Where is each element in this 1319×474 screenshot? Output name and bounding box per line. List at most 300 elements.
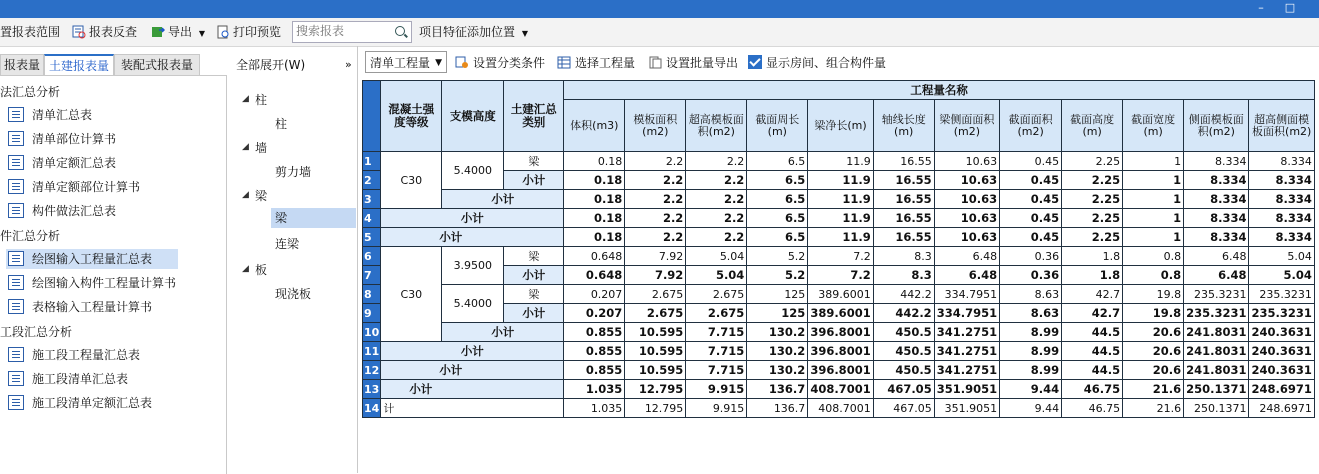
cell-quantity-value[interactable]: 11.9: [808, 190, 873, 209]
cell-quantity-value[interactable]: 1.8: [1062, 266, 1123, 285]
col-header-perimeter[interactable]: 截面周长(m): [747, 100, 808, 152]
cell-quantity-value[interactable]: 241.8031: [1184, 361, 1249, 380]
tree-leaf-selected[interactable]: 梁: [271, 208, 356, 228]
cell-quantity-value[interactable]: 10.63: [934, 171, 999, 190]
cell-quantity-value[interactable]: 2.2: [686, 228, 747, 247]
cell-quantity-value[interactable]: 351.9051: [934, 380, 999, 399]
cell-quantity-value[interactable]: 21.6: [1123, 399, 1184, 418]
cell-quantity-value[interactable]: 6.5: [747, 171, 808, 190]
cell-quantity-value[interactable]: 10.595: [625, 342, 686, 361]
cell-quantity-value[interactable]: 7.2: [808, 266, 873, 285]
title-bar: [0, 0, 1319, 18]
cell-quantity-value[interactable]: 10.63: [934, 152, 999, 171]
cell-quantity-value[interactable]: 2.2: [625, 190, 686, 209]
cell-quantity-value[interactable]: 0.18: [564, 190, 625, 209]
cell-quantity-value[interactable]: 250.1371: [1184, 380, 1249, 399]
print-preview-icon: [216, 25, 230, 39]
cell-formwork-height[interactable]: 5.4000: [442, 152, 504, 190]
cell-quantity-value[interactable]: 0.855: [564, 361, 625, 380]
cell-quantity-value[interactable]: 0.45: [1000, 171, 1062, 190]
cell-quantity-value[interactable]: 2.25: [1062, 190, 1123, 209]
cell-quantity-value[interactable]: 0.8: [1123, 266, 1184, 285]
cell-quantity-value[interactable]: 8.63: [1000, 304, 1062, 323]
cell-quantity-value[interactable]: 235.3231: [1184, 304, 1249, 323]
report-item-label: 施工段工程量汇总表: [32, 348, 141, 362]
chevron-down-icon: ▼: [521, 29, 528, 38]
cell-subtotal-label: 小计: [381, 209, 564, 228]
cell-quantity-value[interactable]: 1.035: [564, 380, 625, 399]
cell-quantity-value[interactable]: 16.55: [873, 190, 934, 209]
chevron-down-icon: ▼: [198, 29, 205, 38]
cell-quantity-value[interactable]: 19.8: [1123, 304, 1184, 323]
cell-quantity-value[interactable]: 2.675: [625, 304, 686, 323]
cell-subtotal-label: 小计: [504, 304, 564, 323]
tree-leaf[interactable]: 剪力墙: [275, 165, 312, 179]
table-row[interactable]: [363, 266, 1315, 285]
report-item-label: 清单定额汇总表: [32, 156, 117, 170]
cell-quantity-value[interactable]: 241.8031: [1184, 342, 1249, 361]
tree-node-wall[interactable]: 墙: [255, 141, 268, 155]
col-header-formwork-area[interactable]: 模板面积(m2): [625, 100, 686, 152]
cell-quantity-value[interactable]: 0.18: [564, 152, 625, 171]
cell-quantity-value[interactable]: 1.035: [564, 399, 625, 418]
cell-quantity-value[interactable]: 125: [747, 285, 808, 304]
report-item-label: 表格输入工程量计算书: [32, 300, 153, 314]
cell-quantity-value[interactable]: 42.7: [1062, 304, 1123, 323]
report-item-label: 清单定额部位计算书: [32, 180, 141, 194]
collapse-panel-icon[interactable]: »: [345, 58, 352, 71]
cell-quantity-value[interactable]: 0.36: [1000, 266, 1062, 285]
table-row[interactable]: [363, 399, 1315, 418]
cell-quantity-value[interactable]: 408.7001: [808, 380, 873, 399]
report-item-label: 绘图输入工程量汇总表: [32, 252, 153, 266]
cell-quantity-value[interactable]: 5.04: [1249, 247, 1314, 266]
search-input[interactable]: [293, 22, 388, 40]
cell-quantity-value[interactable]: 1.8: [1062, 247, 1123, 266]
set-category-button[interactable]: [455, 55, 545, 71]
cell-quantity-value[interactable]: 334.7951: [934, 285, 999, 304]
table-row[interactable]: [363, 152, 1315, 171]
select-quantity-button[interactable]: [557, 55, 635, 71]
cell-quantity-value[interactable]: 442.2: [873, 304, 934, 323]
cell-quantity-value[interactable]: 2.675: [625, 285, 686, 304]
cell-quantity-value[interactable]: 20.6: [1123, 342, 1184, 361]
cell-quantity-value[interactable]: 389.6001: [808, 285, 873, 304]
cell-category[interactable]: 梁: [504, 285, 564, 304]
cell-quantity-value[interactable]: 10.63: [934, 190, 999, 209]
col-header-section-height[interactable]: 截面高度(m): [1062, 100, 1123, 152]
batch-export-button[interactable]: [648, 55, 738, 71]
cell-quantity-value[interactable]: 334.7951: [934, 304, 999, 323]
show-rooms-checkbox[interactable]: [748, 55, 886, 71]
col-header-overheight-side-formwork[interactable]: 超高侧面模板面积(m2): [1249, 100, 1314, 152]
tab-civil-report[interactable]: 土建报表量: [44, 54, 114, 76]
set-category-label: 设置分类条件: [473, 56, 546, 70]
cell-quantity-value[interactable]: 467.05: [873, 380, 934, 399]
cell-quantity-value[interactable]: 396.8001: [808, 323, 873, 342]
cell-quantity-value[interactable]: 2.25: [1062, 152, 1123, 171]
cell-subtotal-label: 小计: [504, 171, 564, 190]
col-header-axis-length[interactable]: 轴线长度(m): [873, 100, 934, 152]
row-number: 10: [363, 323, 381, 342]
table-row[interactable]: [363, 304, 1315, 323]
cell-subtotal-label: 小计: [504, 266, 564, 285]
cell-quantity-value[interactable]: 8.99: [1000, 342, 1062, 361]
tab-report-quantity[interactable]: 报表量: [0, 54, 44, 75]
cell-quantity-value[interactable]: 21.6: [1123, 380, 1184, 399]
expand-triangle-icon[interactable]: ◢: [242, 190, 249, 200]
cell-category[interactable]: 梁: [504, 152, 564, 171]
cell-quantity-value[interactable]: 1: [1123, 228, 1184, 247]
cell-quantity-value[interactable]: 1: [1123, 209, 1184, 228]
cell-category[interactable]: 梁: [504, 247, 564, 266]
cell-quantity-value[interactable]: 7.92: [625, 266, 686, 285]
cell-quantity-value[interactable]: 442.2: [873, 285, 934, 304]
expand-all-button[interactable]: 全部展开(W): [236, 58, 306, 72]
report-tabs: [0, 54, 226, 74]
export-label: 导出: [168, 25, 193, 39]
expand-triangle-icon[interactable]: ◢: [242, 142, 249, 152]
table-row[interactable]: [363, 190, 1315, 209]
tree-leaf[interactable]: 连梁: [275, 237, 300, 251]
cell-quantity-value[interactable]: 10.595: [625, 323, 686, 342]
report-scope-label: 置报表范围: [0, 25, 61, 39]
cell-quantity-value[interactable]: 6.5: [747, 152, 808, 171]
report-item-selected[interactable]: [6, 249, 178, 269]
cell-quantity-value[interactable]: 2.25: [1062, 171, 1123, 190]
cell-quantity-value[interactable]: 11.9: [808, 228, 873, 247]
col-header-formwork-height[interactable]: 支模高度: [442, 81, 504, 152]
cell-quantity-value[interactable]: 389.6001: [808, 304, 873, 323]
cell-quantity-value[interactable]: 0.207: [564, 285, 625, 304]
cell-quantity-value[interactable]: 2.675: [686, 304, 747, 323]
report-icon: [8, 251, 24, 266]
tree-leaf[interactable]: 柱: [275, 117, 288, 131]
cell-quantity-value[interactable]: 6.5: [747, 190, 808, 209]
cell-quantity-value[interactable]: 8.3: [873, 266, 934, 285]
report-item-label: 清单汇总表: [32, 108, 93, 122]
cell-quantity-value[interactable]: 5.04: [1249, 266, 1314, 285]
cell-quantity-value[interactable]: 12.795: [625, 380, 686, 399]
cell-quantity-value[interactable]: 2.2: [625, 209, 686, 228]
cell-concrete-grade[interactable]: C30: [381, 247, 442, 342]
cell-quantity-value[interactable]: 11.9: [808, 171, 873, 190]
maximize-icon[interactable]: □: [1284, 1, 1296, 14]
row-number: 9: [363, 304, 381, 323]
row-number: 14: [363, 399, 381, 418]
cell-quantity-value[interactable]: 2.2: [686, 152, 747, 171]
cell-quantity-value[interactable]: 2.2: [686, 190, 747, 209]
cell-quantity-value[interactable]: 2.2: [686, 209, 747, 228]
cell-quantity-value[interactable]: 6.5: [747, 209, 808, 228]
report-search-box[interactable]: [292, 21, 412, 43]
cell-concrete-grade[interactable]: C30: [381, 152, 442, 209]
cell-quantity-value[interactable]: 1: [1123, 152, 1184, 171]
cell-quantity-value[interactable]: 8.334: [1249, 190, 1314, 209]
cell-quantity-value[interactable]: 2.2: [625, 152, 686, 171]
cell-quantity-value[interactable]: 1: [1123, 190, 1184, 209]
cell-quantity-value[interactable]: 235.3231: [1249, 285, 1314, 304]
cell-quantity-value[interactable]: 136.7: [747, 399, 808, 418]
checkbox-checked-icon[interactable]: [748, 55, 762, 69]
cell-quantity-value[interactable]: 341.2751: [934, 342, 999, 361]
cell-quantity-value[interactable]: 130.2: [747, 342, 808, 361]
cell-quantity-value[interactable]: 235.3231: [1249, 304, 1314, 323]
cell-quantity-value[interactable]: 8.63: [1000, 285, 1062, 304]
col-header-volume[interactable]: 体积(m3): [564, 100, 625, 152]
quantity-type-select[interactable]: [365, 51, 447, 73]
cell-quantity-value[interactable]: 2.2: [686, 171, 747, 190]
report-icon: [8, 179, 24, 194]
cell-quantity-value[interactable]: 9.915: [686, 399, 747, 418]
cell-quantity-value[interactable]: 8.334: [1249, 228, 1314, 247]
cell-quantity-value[interactable]: 0.45: [1000, 228, 1062, 247]
table-row[interactable]: [363, 209, 1315, 228]
cell-quantity-value[interactable]: 12.795: [625, 399, 686, 418]
row-number: 7: [363, 266, 381, 285]
print-preview-label: 打印预览: [233, 25, 282, 39]
table-row[interactable]: [363, 228, 1315, 247]
row-number: 13: [363, 380, 381, 399]
report-item-label: 构件做法汇总表: [32, 204, 117, 218]
row-number: 1: [363, 152, 381, 171]
cell-quantity-value[interactable]: 0.855: [564, 342, 625, 361]
cell-quantity-value[interactable]: 240.3631: [1249, 342, 1314, 361]
tree-node-beam[interactable]: 梁: [255, 189, 268, 203]
table-row[interactable]: [363, 285, 1315, 304]
cell-subtotal-label: 小计: [442, 190, 564, 209]
cell-quantity-value[interactable]: 450.5: [873, 323, 934, 342]
group-title[interactable]: 工段汇总分析: [0, 325, 73, 339]
cell-quantity-value[interactable]: 16.55: [873, 171, 934, 190]
cell-quantity-value[interactable]: 0.648: [564, 266, 625, 285]
row-number: 12: [363, 361, 381, 380]
group-title[interactable]: 法汇总分析: [0, 85, 61, 99]
cell-quantity-value[interactable]: 5.2: [747, 266, 808, 285]
cell-quantity-value[interactable]: 136.7: [747, 380, 808, 399]
export-button[interactable]: [151, 23, 205, 41]
cell-quantity-value[interactable]: 450.5: [873, 342, 934, 361]
cell-quantity-value[interactable]: 467.05: [873, 399, 934, 418]
export-icon: [151, 25, 165, 39]
col-header-category[interactable]: 土建汇总类别: [504, 81, 564, 152]
table-row[interactable]: [363, 361, 1315, 380]
cell-quantity-value[interactable]: 20.6: [1123, 361, 1184, 380]
cell-quantity-value[interactable]: 8.334: [1184, 152, 1249, 171]
report-scope-button[interactable]: [0, 23, 60, 41]
col-header-beam-net-length[interactable]: 梁净长(m): [808, 100, 873, 152]
tree-leaf[interactable]: 现浇板: [275, 287, 312, 301]
cell-quantity-value[interactable]: 6.5: [747, 228, 808, 247]
cell-quantity-value[interactable]: 240.3631: [1249, 361, 1314, 380]
table-row[interactable]: [363, 380, 1315, 399]
table-row[interactable]: [363, 323, 1315, 342]
cell-quantity-value[interactable]: 5.04: [686, 266, 747, 285]
cell-quantity-value[interactable]: 10.63: [934, 228, 999, 247]
tree-node-column[interactable]: 柱: [255, 93, 268, 107]
report-icon: [8, 203, 24, 218]
cell-quantity-value[interactable]: 9.44: [1000, 380, 1062, 399]
cell-quantity-value[interactable]: 0.36: [1000, 247, 1062, 266]
col-header-overheight-formwork[interactable]: 超高模板面积(m2): [686, 100, 747, 152]
cell-quantity-value[interactable]: 5.04: [686, 247, 747, 266]
cell-quantity-value[interactable]: 7.715: [686, 361, 747, 380]
tab-prefab-report[interactable]: 装配式报表量: [114, 54, 200, 75]
cell-quantity-value[interactable]: 130.2: [747, 323, 808, 342]
cell-quantity-value[interactable]: 8.334: [1184, 190, 1249, 209]
cell-quantity-value[interactable]: 0.45: [1000, 152, 1062, 171]
cell-quantity-value[interactable]: 1: [1123, 171, 1184, 190]
cell-quantity-value[interactable]: 16.55: [873, 152, 934, 171]
cell-quantity-value[interactable]: 11.9: [808, 152, 873, 171]
cell-quantity-value[interactable]: 5.2: [747, 247, 808, 266]
cell-quantity-value[interactable]: 2.2: [625, 228, 686, 247]
row-number: 2: [363, 171, 381, 190]
cell-quantity-value[interactable]: 9.915: [686, 380, 747, 399]
component-tree-panel: [229, 46, 358, 473]
cell-formwork-height[interactable]: 3.9500: [442, 247, 504, 285]
cell-quantity-value[interactable]: 341.2751: [934, 323, 999, 342]
cell-quantity-value[interactable]: 10.595: [625, 361, 686, 380]
expand-triangle-icon[interactable]: ◢: [242, 264, 249, 274]
cell-quantity-value[interactable]: 248.6971: [1249, 380, 1314, 399]
cell-quantity-value[interactable]: 130.2: [747, 361, 808, 380]
select-quantity-label: 选择工程量: [575, 56, 636, 70]
row-number: 8: [363, 285, 381, 304]
expand-triangle-icon[interactable]: ◢: [242, 94, 249, 104]
minimize-icon[interactable]: –: [1258, 1, 1264, 14]
cell-quantity-value[interactable]: 7.715: [686, 342, 747, 361]
cell-quantity-value[interactable]: 0.18: [564, 228, 625, 247]
report-icon: [8, 299, 24, 314]
cell-quantity-value[interactable]: 8.99: [1000, 361, 1062, 380]
cell-quantity-value[interactable]: 7.92: [625, 247, 686, 266]
cell-quantity-value[interactable]: 0.648: [564, 247, 625, 266]
cell-quantity-value[interactable]: 248.6971: [1249, 399, 1314, 418]
cell-quantity-value[interactable]: 44.5: [1062, 361, 1123, 380]
row-header-corner: [363, 81, 381, 152]
chevron-down-icon: ▼: [435, 58, 442, 68]
cell-quantity-value[interactable]: 0.855: [564, 323, 625, 342]
row-number: 11: [363, 342, 381, 361]
cell-quantity-value[interactable]: 240.3631: [1249, 323, 1314, 342]
cell-quantity-value[interactable]: 351.9051: [934, 399, 999, 418]
col-header-section-area[interactable]: 截面面积(m2): [1000, 100, 1062, 152]
cell-quantity-value[interactable]: 396.8001: [808, 342, 873, 361]
cell-quantity-value[interactable]: 125: [747, 304, 808, 323]
cell-quantity-value[interactable]: 0.18: [564, 171, 625, 190]
cell-quantity-value[interactable]: 16.55: [873, 228, 934, 247]
cell-quantity-value[interactable]: 44.5: [1062, 323, 1123, 342]
cell-quantity-value[interactable]: 6.48: [934, 247, 999, 266]
cell-quantity-value[interactable]: 0.8: [1123, 247, 1184, 266]
cell-quantity-value[interactable]: 450.5: [873, 361, 934, 380]
report-check-label: 报表反查: [89, 25, 138, 39]
cell-quantity-value[interactable]: 8.334: [1184, 171, 1249, 190]
cell-quantity-value[interactable]: 16.55: [873, 209, 934, 228]
batch-export-icon: [648, 56, 662, 69]
report-item-label: 绘图输入构件工程量计算书: [32, 276, 177, 290]
cell-quantity-value[interactable]: 44.5: [1062, 342, 1123, 361]
cell-quantity-value[interactable]: 10.63: [934, 209, 999, 228]
row-number: 5: [363, 228, 381, 247]
cell-quantity-value[interactable]: 0.18: [564, 209, 625, 228]
cell-quantity-value[interactable]: 2.25: [1062, 209, 1123, 228]
cell-quantity-value[interactable]: 8.334: [1184, 209, 1249, 228]
col-header-side-formwork[interactable]: 侧面模板面积(m2): [1184, 100, 1249, 152]
group-title[interactable]: 件汇总分析: [0, 229, 61, 243]
cell-quantity-value[interactable]: 6.48: [934, 266, 999, 285]
report-item-label: 施工段清单汇总表: [32, 372, 129, 386]
expand-all-header: [229, 54, 357, 76]
cell-quantity-value[interactable]: 8.334: [1249, 152, 1314, 171]
cell-quantity-value[interactable]: 0.207: [564, 304, 625, 323]
cell-subtotal-label: 小计: [381, 342, 564, 361]
col-header-concrete-grade[interactable]: 混凝土强度等级: [381, 81, 442, 152]
cell-quantity-value[interactable]: 8.3: [873, 247, 934, 266]
report-list-panel: [0, 75, 227, 474]
report-icon: [8, 155, 24, 170]
quantity-summary-table: [362, 80, 1315, 418]
report-item-label: 施工段清单定额汇总表: [32, 396, 153, 410]
cell-quantity-value[interactable]: 6.48: [1184, 266, 1249, 285]
print-preview-button[interactable]: [216, 23, 281, 41]
cell-quantity-value[interactable]: 46.75: [1062, 399, 1123, 418]
cell-quantity-value[interactable]: 8.99: [1000, 323, 1062, 342]
cell-quantity-value[interactable]: 20.6: [1123, 323, 1184, 342]
cell-quantity-value[interactable]: 7.715: [686, 323, 747, 342]
cell-quantity-value[interactable]: 2.2: [625, 171, 686, 190]
cell-total-label: 计: [381, 399, 564, 418]
cell-quantity-value[interactable]: 8.334: [1249, 209, 1314, 228]
cell-quantity-value[interactable]: 2.25: [1062, 228, 1123, 247]
cell-quantity-value[interactable]: 42.7: [1062, 285, 1123, 304]
col-header-section-width[interactable]: 截面宽度(m): [1123, 100, 1184, 152]
table-row[interactable]: [363, 247, 1315, 266]
cell-quantity-value[interactable]: 0.45: [1000, 209, 1062, 228]
table-row[interactable]: [363, 342, 1315, 361]
cell-quantity-value[interactable]: 2.675: [686, 285, 747, 304]
row-number: 4: [363, 209, 381, 228]
row-number: 6: [363, 247, 381, 266]
cell-quantity-value[interactable]: 250.1371: [1184, 399, 1249, 418]
cell-quantity-value[interactable]: 8.334: [1249, 171, 1314, 190]
cell-formwork-height[interactable]: 5.4000: [442, 285, 504, 323]
cell-quantity-value[interactable]: 235.3231: [1184, 285, 1249, 304]
cell-quantity-value[interactable]: 0.45: [1000, 190, 1062, 209]
col-header-quantity-group: 工程量名称: [564, 81, 1315, 100]
cell-quantity-value[interactable]: 6.48: [1184, 247, 1249, 266]
table-row[interactable]: [363, 171, 1315, 190]
quantity-type-value: 清单工程量: [370, 56, 431, 70]
report-icon: [8, 371, 24, 386]
cell-quantity-value[interactable]: 11.9: [808, 209, 873, 228]
cell-quantity-value[interactable]: 8.334: [1184, 228, 1249, 247]
cell-quantity-value[interactable]: 7.2: [808, 247, 873, 266]
tree-node-slab[interactable]: 板: [255, 263, 268, 277]
add-feature-position-button[interactable]: [419, 23, 528, 41]
cell-quantity-value[interactable]: 341.2751: [934, 361, 999, 380]
cell-quantity-value[interactable]: 19.8: [1123, 285, 1184, 304]
cell-quantity-value[interactable]: 46.75: [1062, 380, 1123, 399]
cell-quantity-value[interactable]: 241.8031: [1184, 323, 1249, 342]
cell-quantity-value[interactable]: 396.8001: [808, 361, 873, 380]
cell-quantity-value[interactable]: 408.7001: [808, 399, 873, 418]
search-icon[interactable]: [395, 26, 405, 36]
cell-quantity-value[interactable]: 9.44: [1000, 399, 1062, 418]
col-header-side-area[interactable]: 梁侧面面积(m2): [934, 100, 999, 152]
report-check-button[interactable]: [72, 23, 137, 41]
